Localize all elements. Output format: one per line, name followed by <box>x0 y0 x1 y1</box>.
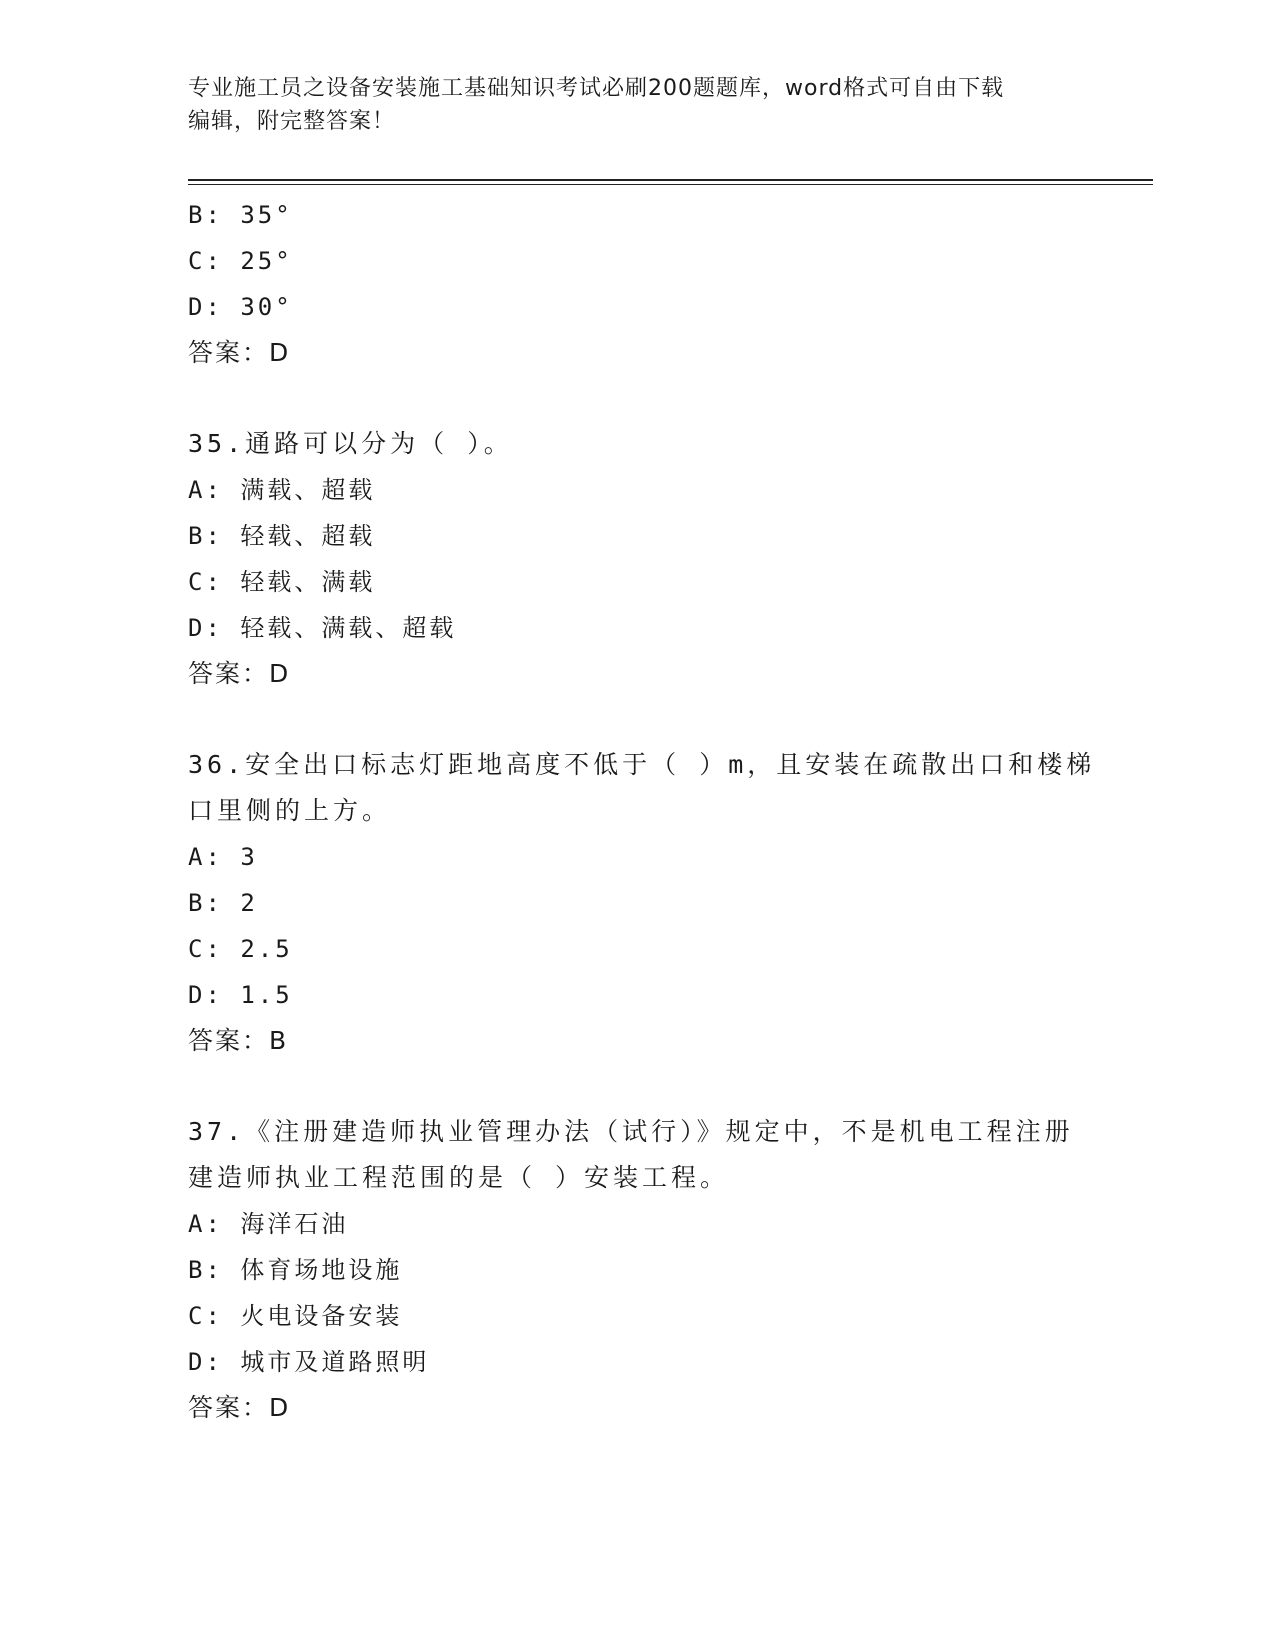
q35-option-d: D: 轻载、满载、超载 <box>188 614 457 642</box>
header-divider-thin <box>188 184 1153 185</box>
q35-option-a: A: 满载、超载 <box>188 476 376 504</box>
q36-question-line-1: 36.安全出口标志灯距地高度不低于（ ）m，且安装在疏散出口和楼梯 <box>188 750 1096 779</box>
questions-content <box>188 192 1096 1431</box>
q37-option-c: C: 火电设备安装 <box>188 1302 403 1330</box>
q36-answer: 答案：B <box>188 1026 289 1055</box>
q37-option-b: B: 体育场地设施 <box>188 1256 403 1284</box>
q37-option-d: D: 城市及道路照明 <box>188 1348 430 1376</box>
q36-option-c: C: 2.5 <box>188 935 293 963</box>
q35-option-c: C: 轻载、满载 <box>188 568 376 596</box>
q35-question: 35.通路可以分为（ ）。 <box>188 429 513 458</box>
spacer <box>188 376 1088 421</box>
q37-question-line-1: 37.《注册建造师执业管理办法（试行）》规定中，不是机电工程注册 <box>188 1117 1074 1146</box>
q36-option-b: B: 2 <box>188 889 258 917</box>
spacer <box>188 1064 1088 1109</box>
q36-question-line-2: 口里侧的上方。 <box>188 796 392 825</box>
header-divider-thick <box>188 179 1153 181</box>
header-line-2: 编辑，附完整答案！ <box>188 109 396 134</box>
q35-option-b: B: 轻载、超载 <box>188 522 376 550</box>
q34-answer: 答案：D <box>188 338 291 367</box>
q37-answer: 答案：D <box>188 1393 291 1422</box>
question-34 <box>188 192 1088 376</box>
question-37 <box>188 1109 1088 1431</box>
question-35 <box>188 421 1088 697</box>
spacer <box>188 697 1088 742</box>
q35-answer: 答案：D <box>188 659 291 688</box>
q34-option-c: C: 25° <box>188 247 293 275</box>
q34-option-d: D: 30° <box>188 293 293 321</box>
q36-option-d: D: 1.5 <box>188 981 293 1009</box>
question-36 <box>188 742 1096 1064</box>
q36-option-a: A: 3 <box>188 843 258 871</box>
q37-question-line-2: 建造师执业工程范围的是（ ）安装工程。 <box>188 1163 730 1192</box>
document-header <box>188 72 1088 138</box>
q37-option-a: A: 海洋石油 <box>188 1210 349 1238</box>
header-line-1: 专业施工员之设备安装施工基础知识考试必刷200题题库，word格式可自由下载 <box>188 76 1005 101</box>
q34-option-b: B: 35° <box>188 201 293 229</box>
